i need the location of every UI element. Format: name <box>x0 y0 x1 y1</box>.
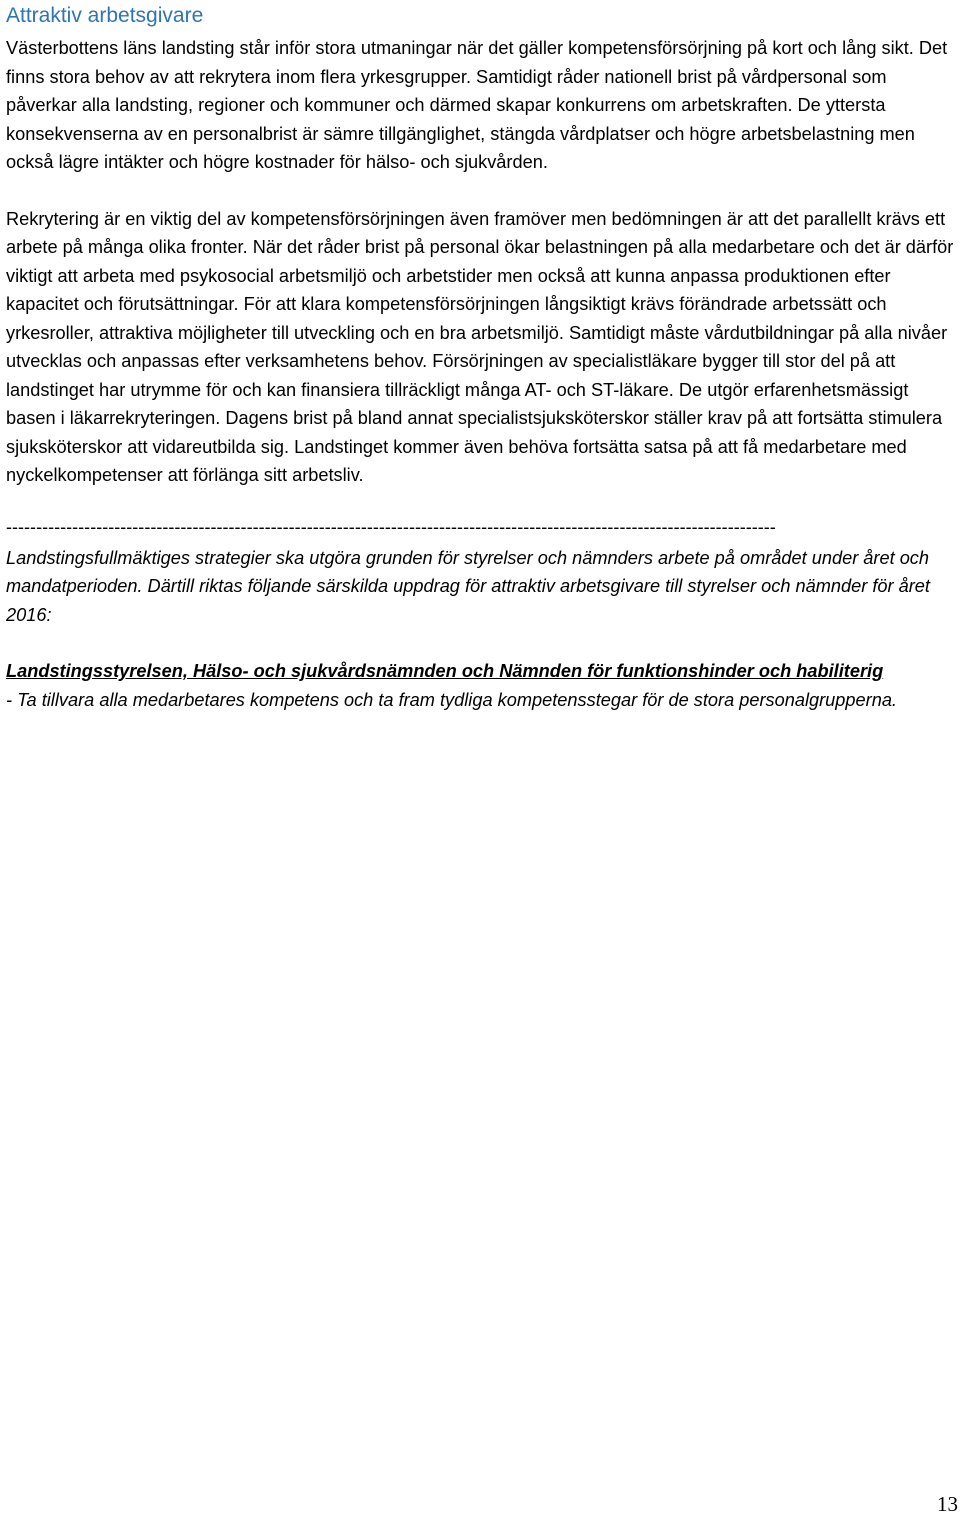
assignment-subheading: Landstingsstyrelsen, Hälso- och sjukvårdsnämnden och Nämnden för funktionshinder och habiliterig <box>6 661 884 681</box>
recruitment-paragraph: Rekrytering är en viktig del av kompetensförsörjningen även framöver men bedömningen är att det parallellt krävs ett arbete på många olika fronter. När det råder brist på personal ökar belastningen på alla medarbetare och det är därför viktigt att arbeta med psykosocial arbetsmiljö och arbetstider men också att kunna anpassa produktionen efter kapacitet och förutsättningar. För att klara kompetensförsörjningen långsiktigt krävs förändrade arbetssätt och yrkesroller, attraktiva möjligheter till utveckling och en bra arbetsmiljö. Samtidigt måste vårdutbildningar på alla nivåer utvecklas och anpassas efter verksamhetens behov. Försörjningen av specialistläkare bygger till stor del på att landstinget har utrymme för och kan finansiera tillräckligt många AT- och ST-läkare. De utgör erfarenhetsmässigt basen i läkarrekryteringen. Dagens brist på bland annat specialistsjuksköterskor ställer krav på att fortsätta stimulera sjuksköterskor att vidareutbilda sig. Landstinget kommer även behöva fortsätta satsa på att få medarbetare med nyckelkompetenser att förlänga sitt arbetsliv. <box>6 208 954 485</box>
assignment-item: - Ta tillvara alla medarbetares kompetens och ta fram tydliga kompetensstegar för de stora personalgrupperna. <box>6 689 897 710</box>
strategy-paragraph: Landstingsfullmäktiges strategier ska utgöra grunden för styrelser och nämnders arbete på området under året och mandatperioden. Därtill riktas följande särskilda uppdrag för attraktiv arbetsgivare till styrelser och nämnder för året 2016: <box>6 547 930 625</box>
document-page <box>6 0 954 714</box>
intro-paragraph: Västerbottens läns landsting står inför stora utmaningar när det gäller kompetensförsörjning på kort och lång sikt. Det finns stora behov av att rekrytera inom flera yrkesgrupper. Samtidigt råder nationell brist på vårdpersonal som påverkar alla landsting, regioner och kommuner och därmed skapar konkurrens om arbetskraften. De yttersta konsekvenserna av en personalbrist är sämre tillgänglighet, stängda vårdplatser och högre arbetsbelastning men också lägre intäkter och högre kostnader för hälso- och sjukvården. <box>6 38 948 172</box>
page-number: 13 <box>937 1492 958 1516</box>
section-heading: Attraktiv arbetsgivare <box>6 4 204 27</box>
dashed-separator: -------------------------------------------------------------------------------------------------------------------------------- <box>6 516 776 537</box>
